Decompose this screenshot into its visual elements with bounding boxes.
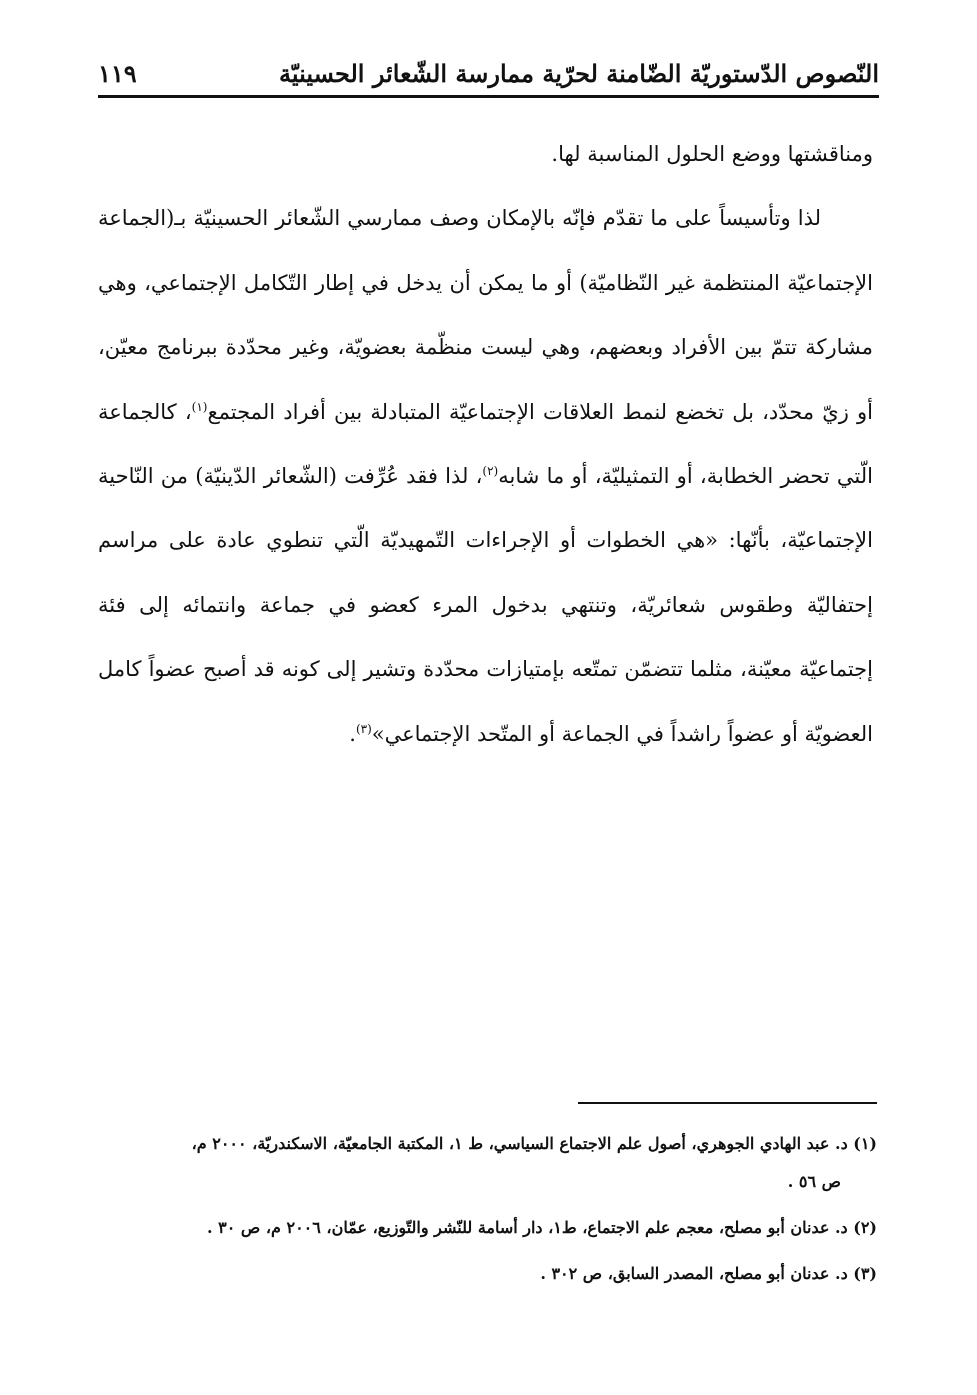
page-number: ١١٩ [98, 58, 137, 88]
footnote-1-continuation: ص ٥٦ . [787, 1172, 841, 1191]
paragraph-1: ومناقشتها ووضع الحلول المناسبة لها. [551, 142, 873, 166]
footnote-ref-3: (٣) [355, 721, 372, 736]
paragraph-2-end: . [349, 721, 356, 746]
footnote-1-text: (١) د. عبد الهادي الجوهري، أصول علم الاجتماع السياسي، ط ١، المكتبة الجامعيّة، الاسكندريّة، ٢٠٠٠ م، [191, 1134, 877, 1153]
page-header [98, 50, 879, 96]
paragraph-2-part-a: لذا وتأسيساً على ما تقدّم فإنّه بالإمكان وصف ممارسي الشّعائر الحسينيّة بـ(الجماعة الإجتماعيّة المنتظمة غير النّظاميّة) أو ما يمكن أن يدخل في إطار التّكامل الإجتماعي، وهي مشاركة تتمّ بين الأفراد وبعضهم، وهي ليست منظّمة بعضويّة، وغير محدّدة ببرنامج معيّن، أو زيّ محدّد، بل تخضع لنمط العلاقات الإجتماعيّة المتبادلة بين أفراد المجتمع [98, 206, 873, 424]
footnote-1 [98, 1125, 877, 1201]
header-rule [98, 95, 879, 98]
paragraph-2 [98, 186, 873, 766]
footnote-ref-2: (٢) [482, 464, 499, 479]
paragraph-2-part-b: ، كالجماعة الّتي تحضر الخطابة، أو التمثيليّة، أو ما شابه [98, 399, 873, 489]
footnotes [98, 1125, 877, 1301]
footnote-3: (٣) د. عدنان أبو مصلح، المصدر السابق، ص ٣٠٢ . [540, 1264, 877, 1283]
footnote-separator [578, 1102, 877, 1104]
footnote-2: (٢) د. عدنان أبو مصلح، معجم علم الاجتماع، ط١، دار أسامة للنّشر والتّوزيع، عمّان، ٢٠٠٦ م، ص ٣٠ . [207, 1218, 877, 1237]
main-text [98, 122, 873, 766]
footnote-ref-1: (١) [191, 399, 208, 414]
paragraph-2-part-c: ، لذا فقد عُرِّفت (الشّعائر الدّينيّة) من النّاحية الإجتماعيّة، بأنّها: «هي الخطوات أو الإجراءات التّمهيديّة الّتي تنطوي عادة على مراسم إحتفاليّة وطقوس شعائريّة، وتنتهي بدخول المرء كعضو في جماعة وانتمائه إلى فئة إجتماعيّة معيّنة، مثلما تتضمّن تمتّعه بإمتيازات محدّدة وتشير إلى كونه قد أصبح عضواً كامل العضويّة أو عضواً راشداً في الجماعة أو المتّحد الإجتماعي» [98, 464, 873, 746]
running-title: النّصوص الدّستوريّة الضّامنة لحرّية ممارسة الشّعائر الحسينيّة [279, 58, 879, 88]
